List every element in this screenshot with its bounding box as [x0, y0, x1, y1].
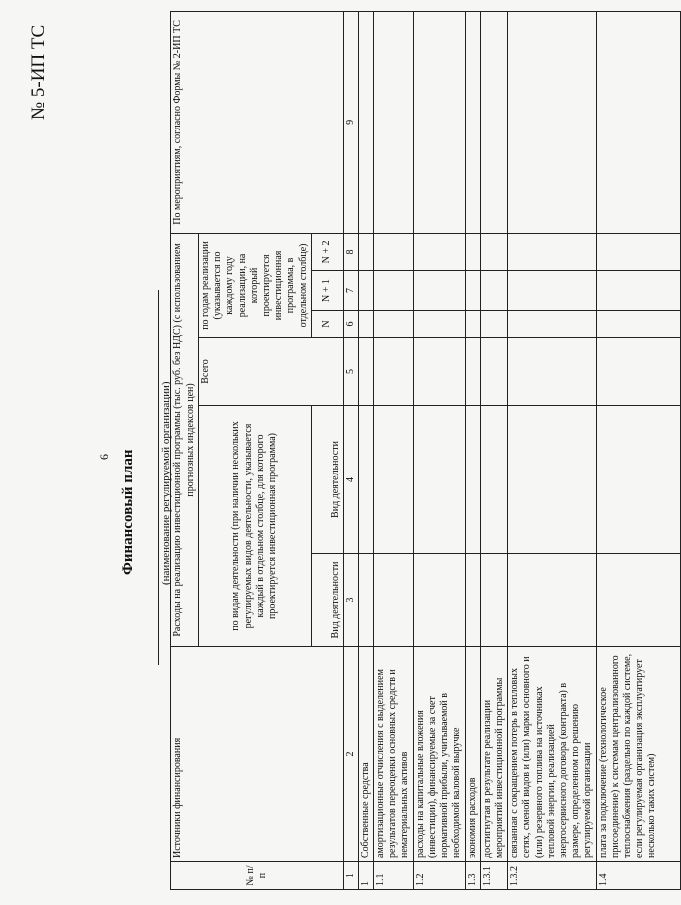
header-activity-type-2: Вид деятельности [311, 406, 343, 554]
table-row [413, 11, 465, 889]
table-row [480, 11, 507, 889]
row-number: 1.1 [374, 862, 414, 890]
column-number: 7 [343, 271, 358, 311]
row-number: 1.3 [465, 862, 480, 890]
form-number: № 5-ИП ТС [28, 24, 49, 120]
header-activity-type-1: Вид деятельности [311, 554, 343, 647]
financial-plan-table [170, 11, 681, 890]
row-number: 1 [358, 862, 373, 890]
table-row [465, 11, 480, 889]
organization-line [158, 290, 159, 665]
column-number: 8 [343, 233, 358, 270]
row-number: 1.3.1 [480, 862, 507, 890]
row-number: 1.2 [413, 862, 465, 890]
table-row [508, 11, 596, 889]
header-by-measures: По мероприятиям, согласно Формы № 2-ИП ТС [171, 11, 344, 233]
row-number: 1.3.2 [508, 862, 596, 890]
row-source: связанная с сокращением потерь в тепловых сетях, сменой видов и (или) марки основного и (или) резервного топлива на источниках тепловой энергии, реализацией энергосервисного договора (контракта) в размере, определенном по решению регулируемой организации [508, 647, 596, 862]
organization-caption: (наименование регулируемой организации) [160, 381, 172, 585]
header-source: Источники финансирования [171, 647, 344, 862]
column-number: 2 [343, 647, 358, 862]
row-source: расходы на капитальные вложения (инвестиции), финансируемые за счет нормативной прибыли, учитываемой в необходимой валовой выручке [413, 647, 465, 862]
column-number: 6 [343, 311, 358, 338]
column-number: 5 [343, 338, 358, 406]
row-source: достигнутая в результате реализации мероприятий инвестиционной программы [480, 647, 507, 862]
row-number: 1.4 [596, 862, 680, 890]
table-row [374, 11, 414, 889]
header-total: Всего [199, 338, 344, 406]
header-year-n1: N + 1 [311, 271, 343, 311]
column-number: 1 [343, 862, 358, 890]
column-number: 9 [343, 11, 358, 233]
header-year-n: N [311, 311, 343, 338]
header-by-year: по годам реализации (указывается по каждому году реализации, на который проектируется инвестиционная программа, в отдельном столбце) [199, 233, 312, 337]
row-source: экономия расходов [465, 647, 480, 862]
header-expenses-group: Расходы на реализацию инвестиционной программы (тыс. руб. без НДС) (с использованием прогнозных индексов цен) [171, 233, 199, 646]
row-source: плата за подключение (технологическое присоединение) к системам централизованного теплоснабжения (раздельно по каждой системе, если регулируемая организация эксплуатирует несколько таких систем) [596, 647, 680, 862]
column-number: 3 [343, 554, 358, 647]
page-number: 6 [97, 454, 111, 460]
header-by-activity: по видам деятельности (при наличии нескольких регулируемых видов деятельности, указывается каждый в отдельном столбце, для которого проектируется инвестиционная программа) [199, 406, 312, 647]
document-title: Финансовый план [120, 449, 136, 575]
table-row [596, 11, 680, 889]
row-source: Собственные средства [358, 647, 373, 862]
column-number: 4 [343, 406, 358, 554]
header-year-n2: N + 2 [311, 233, 343, 270]
header-num: № п/п [171, 862, 344, 890]
table-row [358, 11, 373, 889]
row-source: амортизационные отчисления с выделением результатов переоценки основных средств и нематериальных активов [374, 647, 414, 862]
